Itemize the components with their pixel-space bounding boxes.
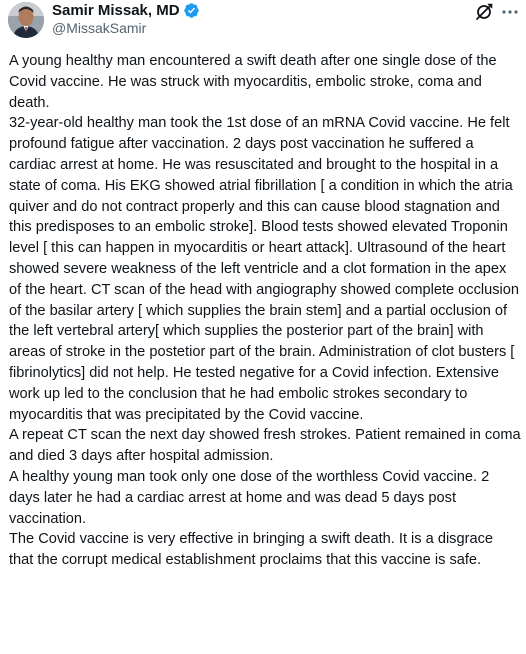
tweet-paragraph: The Covid vaccine is very effective in bringing a swift death. It is a disgrace that the corrupt medical establishment proclaims that this vaccine is safe. bbox=[9, 531, 493, 569]
profile-photo bbox=[8, 2, 44, 38]
more-options-icon[interactable] bbox=[500, 2, 520, 22]
tweet-text bbox=[9, 51, 521, 571]
grok-icon[interactable] bbox=[474, 2, 494, 22]
tweet-header bbox=[0, 0, 526, 44]
tweet-paragraph: A repeat CT scan the next day showed fresh strokes. Patient remained in coma and died 3 days after hospital admission. bbox=[9, 427, 521, 465]
author-name-row bbox=[52, 0, 200, 20]
tweet-paragraph: 32-year-old healthy man took the 1st dose of an mRNA Covid vaccine. He felt profound fatigue after vaccination. 2 days post vaccination he suffered a cardiac arrest at home. He was resuscitated and brought to the hospital in a state of coma. His EKG showed atrial fibrillation [ a condition in which the atria quiver and do not contract properly and this can cause blood stagnation and this predisposes to an embolic stroke]. Blood tests showed elevated Troponin level [ this can happen in myocarditis or heart attack]. Ultrasound of the heart showed severe weakness of the left ventricle and a clot formation in the apex of the heart. CT scan of the head with angiography showed complete occlusion of the basilar artery [ which supplies the brain stem] and a partial occlusion of the left vertebral artery[ which supplies the posterior part of the brain] with areas of stroke in the postetior part of the brain. Administration of clot busters [ fibrinolytics] did not help. He tested negative for a Covid infection. Extensive work up led to the conclusion that he had embolic strokes secondary to myocarditis that was precipitated by the Covid vaccine. bbox=[9, 115, 520, 423]
tweet-paragraph: A healthy young man took only one dose of the worthless Covid vaccine. 2 days later he had a cardiac arrest at home and was dead 5 days post vaccination. bbox=[9, 468, 490, 527]
verified-badge-icon[interactable] bbox=[183, 2, 200, 19]
avatar[interactable] bbox=[8, 2, 44, 38]
author-handle[interactable]: @MissakSamir bbox=[52, 20, 147, 36]
author-display-name[interactable]: Samir Missak, MD bbox=[52, 1, 180, 19]
tweet-paragraph: A young healthy man encountered a swift death after one single dose of the Covid vaccine. He was struck with myocarditis, embolic stroke, coma and death. bbox=[9, 53, 497, 111]
